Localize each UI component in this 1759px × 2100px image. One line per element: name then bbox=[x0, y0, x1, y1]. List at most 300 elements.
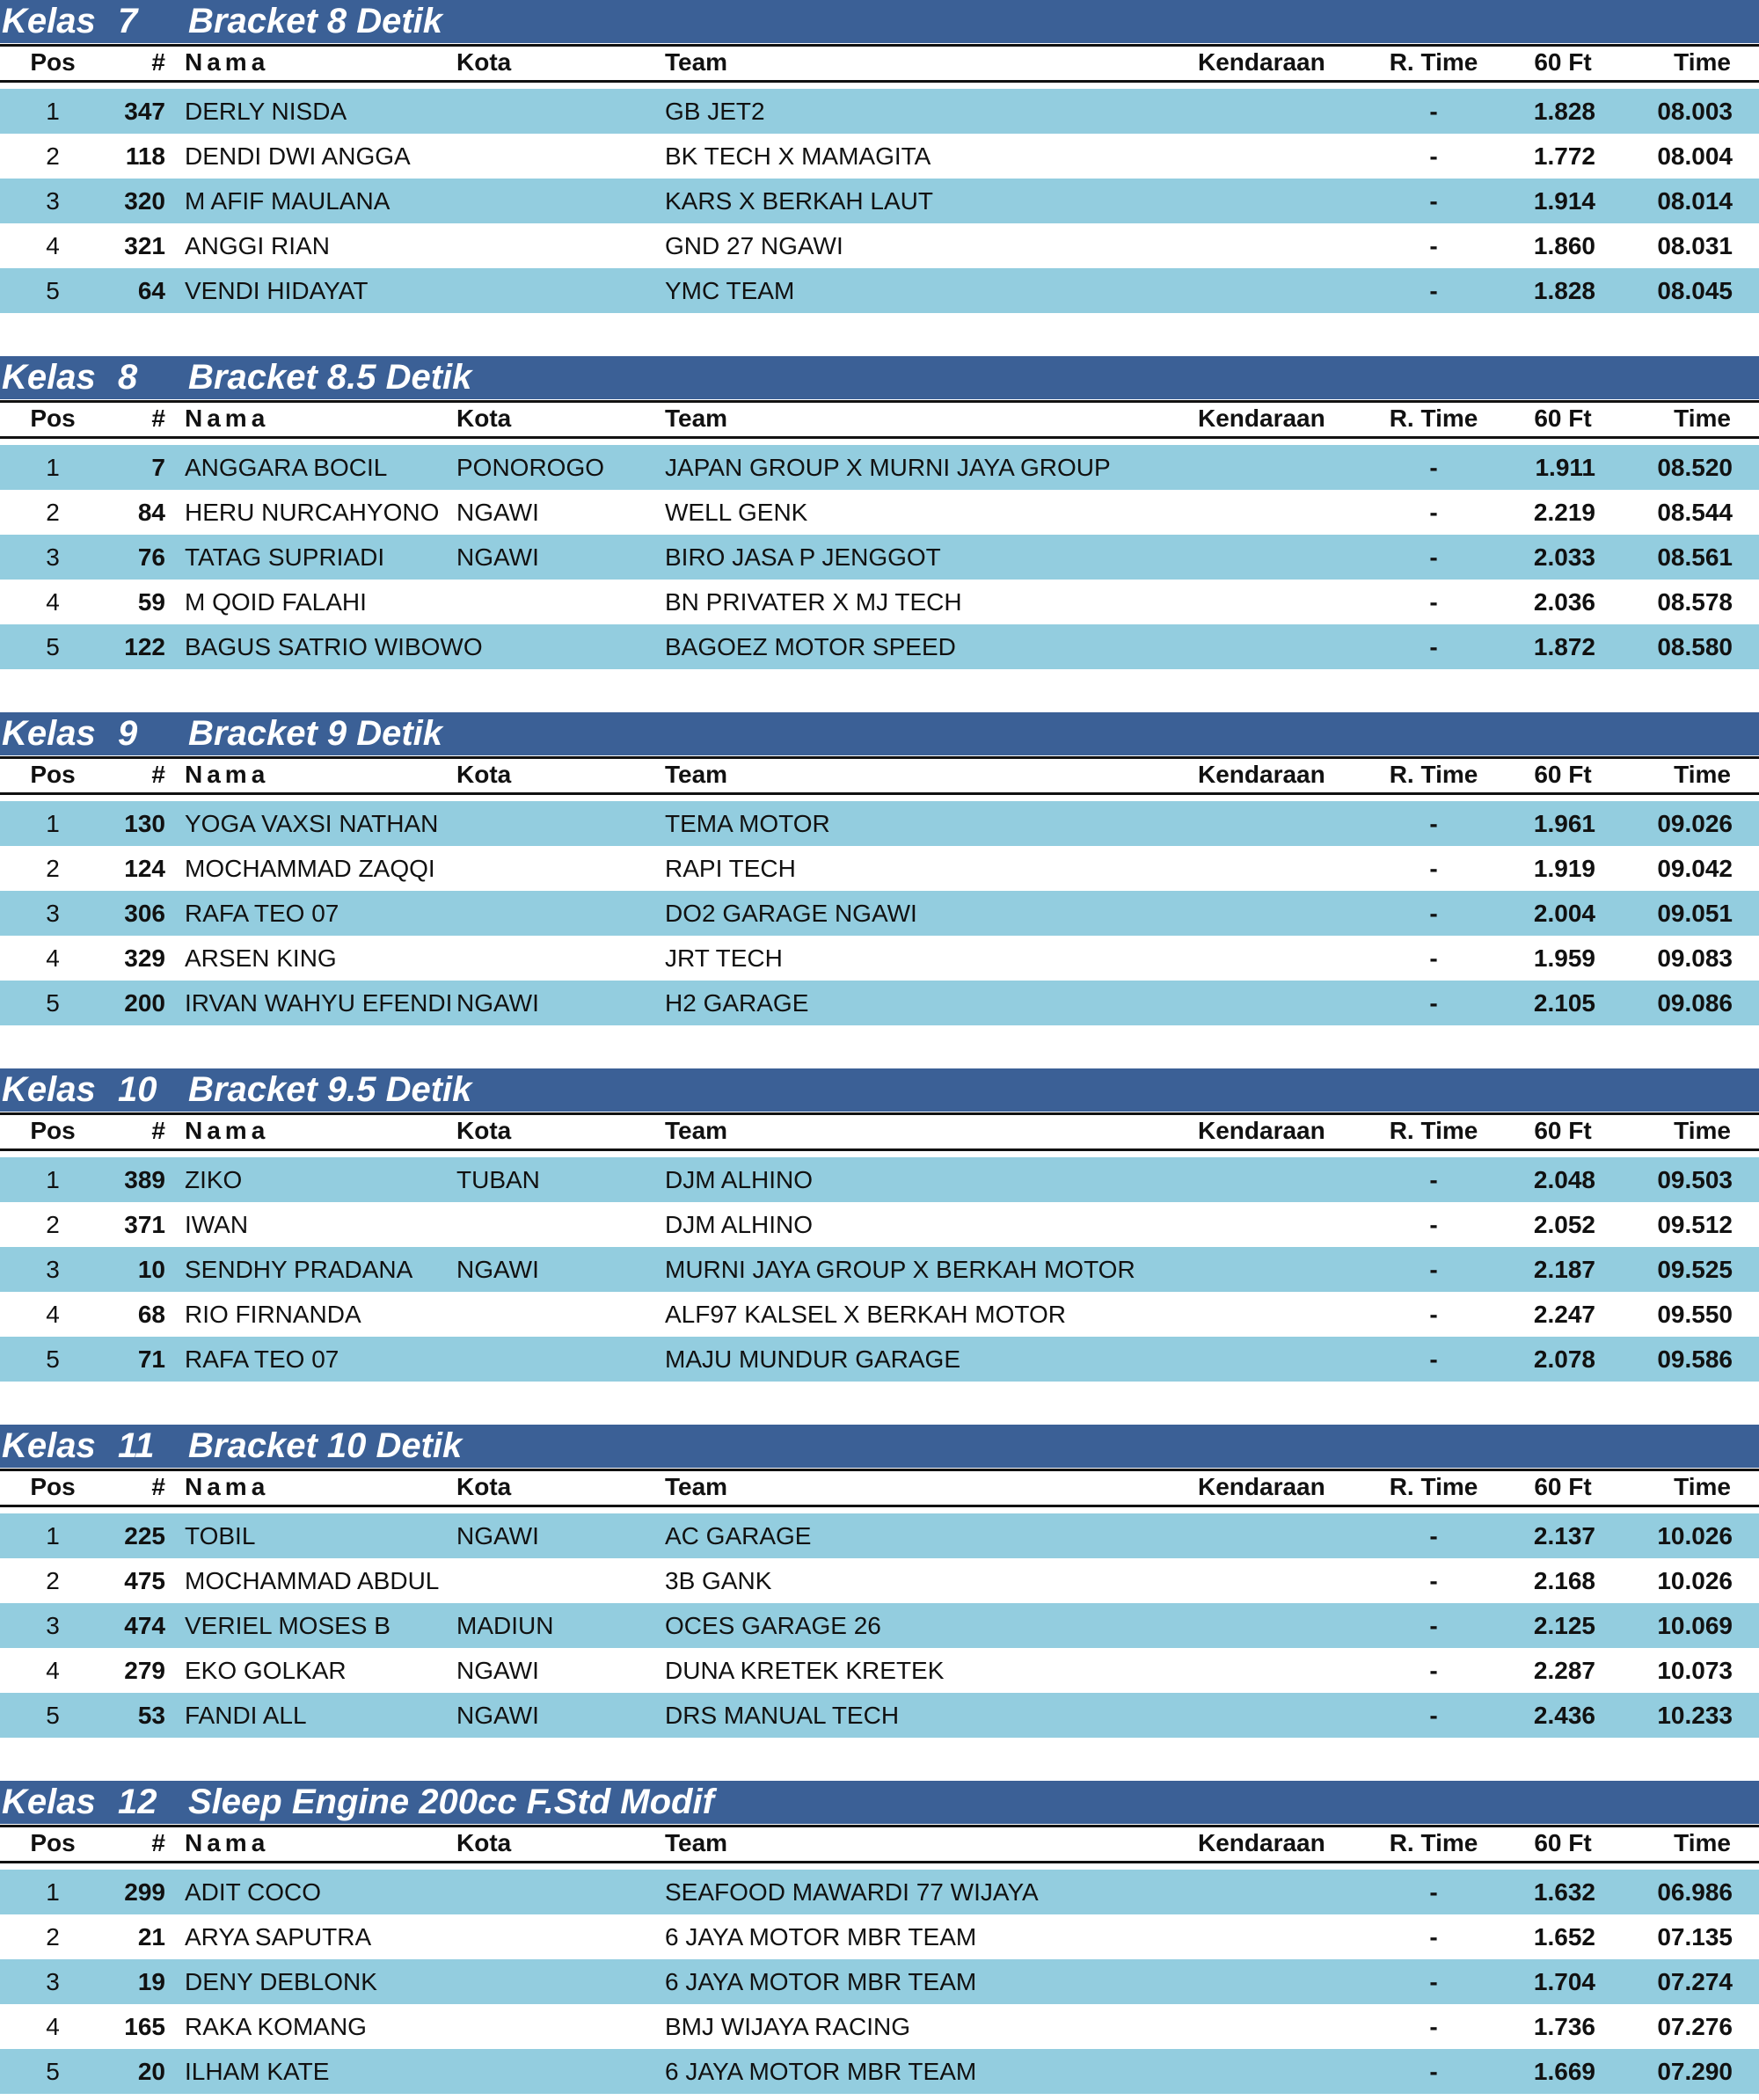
cell-pos: 4 bbox=[46, 944, 60, 972]
cell-nama: MOCHAMMAD ZAQQI bbox=[185, 855, 435, 882]
column-header-row bbox=[0, 1825, 1759, 1863]
result-row bbox=[0, 580, 1759, 624]
cell-pos: 5 bbox=[46, 633, 60, 660]
cell-nama: HERU NURCAHYONO bbox=[185, 499, 440, 526]
cell-nama: EKO GOLKAR bbox=[185, 1657, 347, 1684]
col-number-header: # bbox=[151, 1473, 165, 1500]
col-nama-header: Nama bbox=[185, 48, 270, 76]
cell-60ft: 2.105 bbox=[1533, 989, 1595, 1017]
col-kendaraan-header: Kendaraan bbox=[1198, 1829, 1325, 1856]
cell-time: 10.026 bbox=[1657, 1567, 1733, 1594]
cell-60ft: 1.860 bbox=[1533, 232, 1595, 259]
cell-nama: DENDI DWI ANGGA bbox=[185, 142, 411, 170]
cell-number: 475 bbox=[124, 1567, 165, 1594]
cell-nama: YOGA VAXSI NATHAN bbox=[185, 810, 439, 837]
cell-number: 21 bbox=[137, 1923, 165, 1951]
result-row bbox=[0, 1914, 1759, 1959]
cell-nama: RAFA TEO 07 bbox=[185, 900, 339, 927]
cell-pos: 1 bbox=[46, 1522, 60, 1549]
cell-nama: ILHAM KATE bbox=[185, 2058, 330, 2085]
cell-rtime: - bbox=[1429, 277, 1438, 304]
col-rtime-header: R. Time bbox=[1389, 1473, 1478, 1500]
cell-number: 347 bbox=[124, 98, 165, 125]
cell-rtime: - bbox=[1429, 454, 1438, 481]
col-time-header: Time bbox=[1674, 1829, 1731, 1856]
cell-rtime: - bbox=[1429, 1256, 1438, 1283]
cell-time: 07.274 bbox=[1657, 1968, 1733, 1995]
cell-kota: NGAWI bbox=[456, 499, 539, 526]
cell-pos: 2 bbox=[46, 1567, 60, 1594]
cell-number: 306 bbox=[124, 900, 165, 927]
class-section bbox=[0, 1425, 1759, 1744]
cell-pos: 2 bbox=[46, 1211, 60, 1238]
col-time-header: Time bbox=[1674, 405, 1731, 432]
cell-team: GB JET2 bbox=[665, 98, 765, 125]
cell-team: MAJU MUNDUR GARAGE bbox=[665, 1345, 961, 1373]
cell-team: BN PRIVATER X MJ TECH bbox=[665, 588, 962, 616]
cell-pos: 3 bbox=[46, 900, 60, 927]
cell-team: OCES GARAGE 26 bbox=[665, 1612, 881, 1639]
class-header bbox=[0, 1425, 1759, 1468]
cell-time: 08.578 bbox=[1657, 588, 1733, 616]
cell-rtime: - bbox=[1429, 98, 1438, 125]
col-pos-header: Pos bbox=[30, 48, 76, 76]
cell-rtime: - bbox=[1429, 499, 1438, 526]
cell-team: DO2 GARAGE NGAWI bbox=[665, 900, 917, 927]
cell-number: 474 bbox=[124, 1612, 165, 1639]
result-row bbox=[0, 1157, 1759, 1202]
col-60ft-header: 60 Ft bbox=[1534, 1829, 1592, 1856]
cell-pos: 1 bbox=[46, 98, 60, 125]
col-team-header: Team bbox=[665, 48, 728, 76]
col-60ft-header: 60 Ft bbox=[1534, 1473, 1592, 1500]
result-row bbox=[0, 490, 1759, 535]
cell-time: 06.986 bbox=[1657, 1878, 1733, 1906]
cell-pos: 2 bbox=[46, 1923, 60, 1951]
col-team-header: Team bbox=[665, 405, 728, 432]
result-row bbox=[0, 801, 1759, 846]
class-title: Bracket 8 Detik bbox=[188, 2, 443, 40]
cell-time: 10.073 bbox=[1657, 1657, 1733, 1684]
cell-60ft: 1.919 bbox=[1533, 855, 1595, 882]
cell-pos: 2 bbox=[46, 499, 60, 526]
col-number-header: # bbox=[151, 761, 165, 788]
cell-nama: TATAG SUPRIADI bbox=[185, 543, 385, 571]
cell-nama: MOCHAMMAD ABDUL bbox=[185, 1567, 440, 1594]
cell-time: 09.550 bbox=[1657, 1301, 1733, 1328]
column-header-row bbox=[0, 756, 1759, 795]
cell-60ft: 2.036 bbox=[1533, 588, 1595, 616]
col-team-header: Team bbox=[665, 761, 728, 788]
cell-rtime: - bbox=[1429, 1702, 1438, 1729]
col-60ft-header: 60 Ft bbox=[1534, 1117, 1592, 1144]
class-label: Kelas bbox=[2, 1070, 96, 1109]
class-number: 10 bbox=[118, 1070, 157, 1109]
cell-pos: 1 bbox=[46, 810, 60, 837]
cell-nama: ANGGI RIAN bbox=[185, 232, 330, 259]
column-header-row bbox=[0, 1469, 1759, 1507]
result-row bbox=[0, 1292, 1759, 1337]
cell-team: WELL GENK bbox=[665, 499, 808, 526]
cell-pos: 5 bbox=[46, 2058, 60, 2085]
result-row bbox=[0, 1870, 1759, 1914]
cell-60ft: 1.911 bbox=[1535, 454, 1595, 481]
class-number: 12 bbox=[118, 1783, 157, 1821]
cell-pos: 1 bbox=[46, 1878, 60, 1906]
col-rtime-header: R. Time bbox=[1389, 405, 1478, 432]
col-kota-header: Kota bbox=[456, 48, 512, 76]
class-header bbox=[0, 1781, 1759, 1824]
cell-number: 320 bbox=[124, 187, 165, 215]
cell-team: SEAFOOD MAWARDI 77 WIJAYA bbox=[665, 1878, 1039, 1906]
class-title: Bracket 9.5 Detik bbox=[188, 1070, 472, 1109]
result-row bbox=[0, 535, 1759, 580]
cell-number: 122 bbox=[124, 633, 165, 660]
col-nama-header: Nama bbox=[185, 1829, 270, 1856]
cell-60ft: 1.872 bbox=[1533, 633, 1595, 660]
cell-kota: PONOROGO bbox=[456, 454, 605, 481]
col-nama-header: Nama bbox=[185, 761, 270, 788]
col-rtime-header: R. Time bbox=[1389, 1117, 1478, 1144]
cell-team: ALF97 KALSEL X BERKAH MOTOR bbox=[665, 1301, 1066, 1328]
class-label: Kelas bbox=[2, 358, 96, 397]
cell-60ft: 1.828 bbox=[1533, 277, 1595, 304]
cell-team: BMJ WIJAYA RACING bbox=[665, 2013, 910, 2040]
cell-number: 124 bbox=[124, 855, 165, 882]
cell-team: H2 GARAGE bbox=[665, 989, 809, 1017]
col-kota-header: Kota bbox=[456, 761, 512, 788]
class-title: Bracket 9 Detik bbox=[188, 714, 443, 753]
cell-rtime: - bbox=[1429, 900, 1438, 927]
cell-60ft: 2.048 bbox=[1533, 1166, 1595, 1193]
cell-nama: SENDHY PRADANA bbox=[185, 1256, 413, 1283]
cell-60ft: 1.736 bbox=[1533, 2013, 1595, 2040]
cell-pos: 2 bbox=[46, 142, 60, 170]
cell-time: 10.026 bbox=[1657, 1522, 1733, 1549]
cell-number: 299 bbox=[124, 1878, 165, 1906]
cell-nama: ARSEN KING bbox=[185, 944, 337, 972]
cell-pos: 5 bbox=[46, 989, 60, 1017]
cell-team: AC GARAGE bbox=[665, 1522, 812, 1549]
col-pos-header: Pos bbox=[30, 1117, 76, 1144]
col-kendaraan-header: Kendaraan bbox=[1198, 1117, 1325, 1144]
cell-rtime: - bbox=[1429, 1612, 1438, 1639]
cell-number: 389 bbox=[124, 1166, 165, 1193]
col-kendaraan-header: Kendaraan bbox=[1198, 48, 1325, 76]
col-nama-header: Nama bbox=[185, 1117, 270, 1144]
cell-60ft: 2.168 bbox=[1533, 1567, 1595, 1594]
cell-time: 10.233 bbox=[1657, 1702, 1733, 1729]
cell-rtime: - bbox=[1429, 1166, 1438, 1193]
cell-number: 59 bbox=[137, 588, 165, 616]
cell-rtime: - bbox=[1429, 1567, 1438, 1594]
cell-60ft: 2.247 bbox=[1533, 1301, 1595, 1328]
cell-nama: VENDI HIDAYAT bbox=[185, 277, 369, 304]
cell-time: 09.026 bbox=[1657, 810, 1733, 837]
col-pos-header: Pos bbox=[30, 761, 76, 788]
class-label: Kelas bbox=[2, 1426, 96, 1465]
cell-number: 118 bbox=[125, 142, 165, 170]
cell-team: JRT TECH bbox=[665, 944, 783, 972]
col-60ft-header: 60 Ft bbox=[1534, 405, 1592, 432]
result-row bbox=[0, 445, 1759, 490]
class-label: Kelas bbox=[2, 1783, 96, 1821]
result-row bbox=[0, 134, 1759, 179]
cell-team: 3B GANK bbox=[665, 1567, 772, 1594]
cell-team: KARS X BERKAH LAUT bbox=[665, 187, 933, 215]
class-section bbox=[0, 1068, 1759, 1388]
cell-nama: M QOID FALAHI bbox=[185, 588, 367, 616]
cell-rtime: - bbox=[1429, 1878, 1438, 1906]
result-row bbox=[0, 981, 1759, 1025]
cell-60ft: 1.704 bbox=[1533, 1968, 1595, 1995]
cell-number: 19 bbox=[137, 1968, 165, 1995]
cell-nama: BAGUS SATRIO WIBOWO bbox=[185, 633, 483, 660]
cell-number: 64 bbox=[137, 277, 165, 304]
col-number-header: # bbox=[151, 1117, 165, 1144]
col-60ft-header: 60 Ft bbox=[1534, 48, 1592, 76]
col-rtime-header: R. Time bbox=[1389, 761, 1478, 788]
cell-nama: ANGGARA BOCIL bbox=[185, 454, 388, 481]
cell-team: YMC TEAM bbox=[665, 277, 795, 304]
cell-60ft: 1.669 bbox=[1533, 2058, 1595, 2085]
cell-60ft: 2.033 bbox=[1533, 543, 1595, 571]
cell-team: DUNA KRETEK KRETEK bbox=[665, 1657, 945, 1684]
cell-time: 09.503 bbox=[1657, 1166, 1733, 1193]
result-row bbox=[0, 268, 1759, 313]
cell-pos: 5 bbox=[46, 1345, 60, 1373]
cell-60ft: 2.004 bbox=[1533, 900, 1595, 927]
cell-time: 10.069 bbox=[1657, 1612, 1733, 1639]
class-label: Kelas bbox=[2, 714, 96, 753]
cell-nama: RAFA TEO 07 bbox=[185, 1345, 339, 1373]
result-row bbox=[0, 1337, 1759, 1382]
cell-nama: DERLY NISDA bbox=[185, 98, 347, 125]
cell-pos: 4 bbox=[46, 2013, 60, 2040]
col-kendaraan-header: Kendaraan bbox=[1198, 1473, 1325, 1500]
result-row bbox=[0, 936, 1759, 981]
cell-60ft: 2.137 bbox=[1533, 1522, 1595, 1549]
col-kendaraan-header: Kendaraan bbox=[1198, 761, 1325, 788]
cell-team: BIRO JASA P JENGGOT bbox=[665, 543, 941, 571]
cell-60ft: 2.078 bbox=[1533, 1345, 1595, 1373]
cell-team: DJM ALHINO bbox=[665, 1166, 814, 1193]
cell-nama: ADIT COCO bbox=[185, 1878, 322, 1906]
result-row bbox=[0, 89, 1759, 134]
cell-number: 53 bbox=[137, 1702, 165, 1729]
cell-time: 09.512 bbox=[1657, 1211, 1733, 1238]
cell-nama: DENY DEBLONK bbox=[185, 1968, 377, 1995]
column-header-row bbox=[0, 400, 1759, 439]
cell-number: 7 bbox=[151, 454, 165, 481]
cell-team: RAPI TECH bbox=[665, 855, 796, 882]
cell-number: 84 bbox=[137, 499, 165, 526]
cell-nama: ZIKO bbox=[185, 1166, 243, 1193]
cell-number: 130 bbox=[124, 810, 165, 837]
cell-time: 09.051 bbox=[1657, 900, 1733, 927]
cell-nama: TOBIL bbox=[185, 1522, 256, 1549]
cell-rtime: - bbox=[1429, 1522, 1438, 1549]
cell-time: 08.031 bbox=[1657, 232, 1733, 259]
class-label: Kelas bbox=[2, 2, 96, 40]
cell-nama: RIO FIRNANDA bbox=[185, 1301, 361, 1328]
cell-team: GND 27 NGAWI bbox=[665, 232, 843, 259]
cell-time: 09.525 bbox=[1657, 1256, 1733, 1283]
cell-kota: NGAWI bbox=[456, 1657, 539, 1684]
cell-time: 08.045 bbox=[1657, 277, 1733, 304]
result-row bbox=[0, 624, 1759, 669]
cell-60ft: 2.187 bbox=[1533, 1256, 1595, 1283]
class-number: 8 bbox=[118, 358, 138, 397]
cell-pos: 4 bbox=[46, 232, 60, 259]
col-time-header: Time bbox=[1674, 1473, 1731, 1500]
cell-pos: 1 bbox=[46, 454, 60, 481]
cell-rtime: - bbox=[1429, 1657, 1438, 1684]
cell-pos: 4 bbox=[46, 1657, 60, 1684]
cell-number: 76 bbox=[137, 543, 165, 571]
cell-rtime: - bbox=[1429, 944, 1438, 972]
col-time-header: Time bbox=[1674, 1117, 1731, 1144]
class-title: Sleep Engine 200cc F.Std Modif bbox=[188, 1783, 714, 1821]
cell-kota: MADIUN bbox=[456, 1612, 554, 1639]
class-header bbox=[0, 0, 1759, 43]
col-pos-header: Pos bbox=[30, 1473, 76, 1500]
cell-60ft: 1.828 bbox=[1533, 98, 1595, 125]
class-number: 11 bbox=[118, 1426, 155, 1465]
cell-60ft: 2.219 bbox=[1533, 499, 1595, 526]
col-number-header: # bbox=[151, 48, 165, 76]
col-60ft-header: 60 Ft bbox=[1534, 761, 1592, 788]
cell-rtime: - bbox=[1429, 633, 1438, 660]
cell-time: 09.586 bbox=[1657, 1345, 1733, 1373]
cell-nama: FANDI ALL bbox=[185, 1702, 307, 1729]
cell-60ft: 2.125 bbox=[1533, 1612, 1595, 1639]
result-row bbox=[0, 223, 1759, 268]
cell-60ft: 2.052 bbox=[1533, 1211, 1595, 1238]
col-rtime-header: R. Time bbox=[1389, 48, 1478, 76]
cell-kota: NGAWI bbox=[456, 1702, 539, 1729]
cell-nama: IRVAN WAHYU EFENDI bbox=[185, 989, 453, 1017]
cell-nama: ARYA SAPUTRA bbox=[185, 1923, 372, 1951]
cell-rtime: - bbox=[1429, 1211, 1438, 1238]
cell-time: 08.561 bbox=[1657, 543, 1733, 571]
cell-pos: 3 bbox=[46, 1612, 60, 1639]
cell-rtime: - bbox=[1429, 2058, 1438, 2085]
cell-60ft: 1.632 bbox=[1533, 1878, 1595, 1906]
cell-number: 10 bbox=[137, 1256, 165, 1283]
col-team-header: Team bbox=[665, 1473, 728, 1500]
col-kota-header: Kota bbox=[456, 1473, 512, 1500]
cell-time: 07.135 bbox=[1657, 1923, 1733, 1951]
cell-pos: 4 bbox=[46, 588, 60, 616]
cell-time: 07.276 bbox=[1657, 2013, 1733, 2040]
cell-time: 08.004 bbox=[1657, 142, 1733, 170]
class-section bbox=[0, 712, 1759, 1032]
cell-pos: 5 bbox=[46, 277, 60, 304]
cell-team: DRS MANUAL TECH bbox=[665, 1702, 900, 1729]
col-nama-header: Nama bbox=[185, 405, 270, 432]
col-team-header: Team bbox=[665, 1829, 728, 1856]
cell-rtime: - bbox=[1429, 1923, 1438, 1951]
class-title: Bracket 8.5 Detik bbox=[188, 358, 472, 397]
col-nama-header: Nama bbox=[185, 1473, 270, 1500]
cell-time: 09.083 bbox=[1657, 944, 1733, 972]
cell-nama: RAKA KOMANG bbox=[185, 2013, 367, 2040]
class-section bbox=[0, 0, 1759, 319]
class-number: 9 bbox=[118, 714, 138, 753]
cell-60ft: 2.287 bbox=[1533, 1657, 1595, 1684]
result-row bbox=[0, 891, 1759, 936]
result-row bbox=[0, 1558, 1759, 1603]
cell-number: 329 bbox=[124, 944, 165, 972]
col-kota-header: Kota bbox=[456, 1829, 512, 1856]
cell-number: 371 bbox=[124, 1211, 165, 1238]
cell-kota: NGAWI bbox=[456, 543, 539, 571]
cell-60ft: 1.652 bbox=[1533, 1923, 1595, 1951]
col-time-header: Time bbox=[1674, 48, 1731, 76]
result-row bbox=[0, 1648, 1759, 1693]
result-row bbox=[0, 1513, 1759, 1558]
cell-team: 6 JAYA MOTOR MBR TEAM bbox=[665, 2058, 977, 2085]
class-number: 7 bbox=[118, 2, 138, 40]
cell-number: 321 bbox=[124, 232, 165, 259]
cell-number: 71 bbox=[137, 1345, 165, 1373]
result-row bbox=[0, 1202, 1759, 1247]
cell-pos: 3 bbox=[46, 1256, 60, 1283]
cell-nama: VERIEL MOSES B bbox=[185, 1612, 390, 1639]
class-section bbox=[0, 1781, 1759, 2100]
col-team-header: Team bbox=[665, 1117, 728, 1144]
col-rtime-header: R. Time bbox=[1389, 1829, 1478, 1856]
cell-time: 09.042 bbox=[1657, 855, 1733, 882]
cell-rtime: - bbox=[1429, 142, 1438, 170]
cell-pos: 5 bbox=[46, 1702, 60, 1729]
cell-60ft: 1.914 bbox=[1533, 187, 1595, 215]
cell-rtime: - bbox=[1429, 187, 1438, 215]
col-number-header: # bbox=[151, 405, 165, 432]
column-header-row bbox=[0, 44, 1759, 83]
cell-rtime: - bbox=[1429, 543, 1438, 571]
class-header bbox=[0, 1068, 1759, 1112]
result-row bbox=[0, 179, 1759, 223]
cell-60ft: 2.436 bbox=[1533, 1702, 1595, 1729]
cell-team: BK TECH X MAMAGITA bbox=[665, 142, 931, 170]
cell-number: 165 bbox=[124, 2013, 165, 2040]
cell-number: 225 bbox=[124, 1522, 165, 1549]
cell-rtime: - bbox=[1429, 1968, 1438, 1995]
cell-nama: IWAN bbox=[185, 1211, 249, 1238]
col-number-header: # bbox=[151, 1829, 165, 1856]
cell-team: 6 JAYA MOTOR MBR TEAM bbox=[665, 1968, 977, 1995]
cell-time: 08.580 bbox=[1657, 633, 1733, 660]
result-row bbox=[0, 846, 1759, 891]
col-kendaraan-header: Kendaraan bbox=[1198, 405, 1325, 432]
cell-number: 20 bbox=[137, 2058, 165, 2085]
cell-time: 08.544 bbox=[1657, 499, 1733, 526]
cell-nama: M AFIF MAULANA bbox=[185, 187, 390, 215]
cell-pos: 4 bbox=[46, 1301, 60, 1328]
col-time-header: Time bbox=[1674, 761, 1731, 788]
class-section bbox=[0, 356, 1759, 675]
cell-rtime: - bbox=[1429, 588, 1438, 616]
class-header bbox=[0, 356, 1759, 399]
cell-team: 6 JAYA MOTOR MBR TEAM bbox=[665, 1923, 977, 1951]
cell-time: 08.014 bbox=[1657, 187, 1733, 215]
cell-team: DJM ALHINO bbox=[665, 1211, 814, 1238]
cell-time: 08.003 bbox=[1657, 98, 1733, 125]
cell-team: BAGOEZ MOTOR SPEED bbox=[665, 633, 956, 660]
cell-number: 200 bbox=[124, 989, 165, 1017]
